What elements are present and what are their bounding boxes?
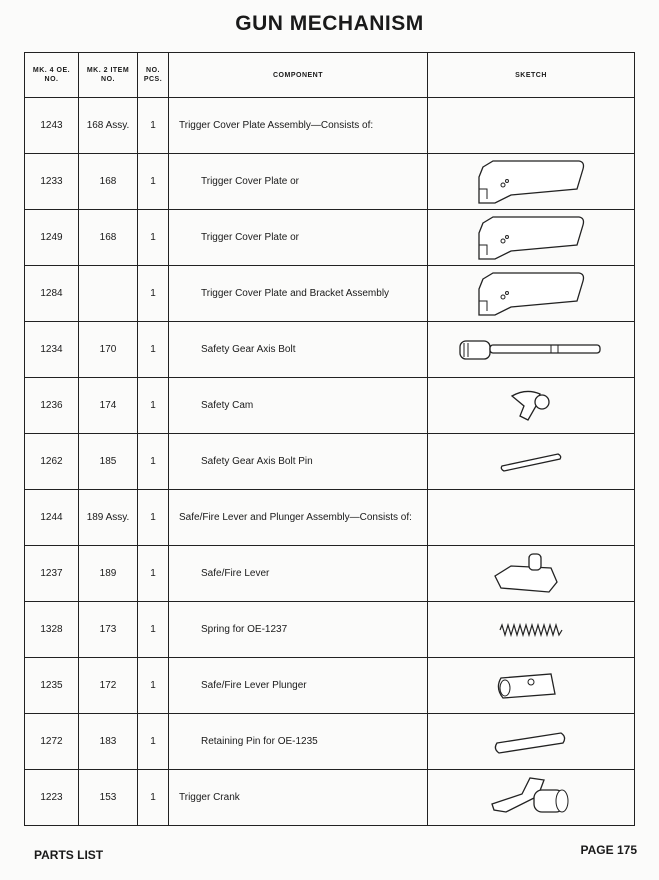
component-name: Spring for OE-1237: [169, 602, 428, 658]
table-row: [25, 154, 635, 210]
component-name: Retaining Pin for OE-1235: [169, 714, 428, 770]
table-row: [25, 434, 635, 490]
component-name: Safe/Fire Lever and Plunger Assembly—Consists of:: [169, 490, 428, 546]
item-number: 183: [79, 714, 138, 770]
sketch-none: [428, 490, 635, 546]
piece-count: 1: [138, 378, 169, 434]
item-number: 168: [79, 154, 138, 210]
item-number: 173: [79, 602, 138, 658]
item-number: 153: [79, 770, 138, 826]
page-title: GUN MECHANISM: [235, 12, 424, 35]
table-header: [25, 53, 635, 98]
oe-number: 1284: [25, 266, 79, 322]
table-row: [25, 658, 635, 714]
item-number: 189 Assy.: [79, 490, 138, 546]
table-row: [25, 98, 635, 154]
sketch-spring: [428, 602, 635, 658]
piece-count: 1: [138, 154, 169, 210]
oe-number: 1328: [25, 602, 79, 658]
header-oe-no: MK. 4 OE. NO.: [25, 53, 79, 98]
oe-number: 1234: [25, 322, 79, 378]
table-row: [25, 602, 635, 658]
sketch-crank: [428, 770, 635, 826]
component-name: Safety Gear Axis Bolt: [169, 322, 428, 378]
item-number: 185: [79, 434, 138, 490]
component-name: Safe/Fire Lever Plunger: [169, 658, 428, 714]
piece-count: 1: [138, 210, 169, 266]
piece-count: 1: [138, 714, 169, 770]
piece-count: 1: [138, 98, 169, 154]
oe-number: 1223: [25, 770, 79, 826]
table-row: [25, 770, 635, 826]
piece-count: 1: [138, 322, 169, 378]
component-name: Trigger Cover Plate or: [169, 154, 428, 210]
item-number: [79, 266, 138, 322]
oe-number: 1272: [25, 714, 79, 770]
sketch-plate: [428, 210, 635, 266]
item-number: 170: [79, 322, 138, 378]
sketch-cam: [428, 378, 635, 434]
oe-number: 1237: [25, 546, 79, 602]
header-component: COMPONENT: [169, 53, 428, 98]
piece-count: 1: [138, 434, 169, 490]
table-row: [25, 378, 635, 434]
footer-section: PARTS LIST: [34, 848, 104, 862]
piece-count: 1: [138, 490, 169, 546]
sketch-plunger: [428, 658, 635, 714]
component-name: Trigger Crank: [169, 770, 428, 826]
parts-table: [24, 52, 635, 826]
table-row: [25, 266, 635, 322]
piece-count: 1: [138, 546, 169, 602]
component-name: Safety Gear Axis Bolt Pin: [169, 434, 428, 490]
oe-number: 1236: [25, 378, 79, 434]
table-row: [25, 714, 635, 770]
item-number: 189: [79, 546, 138, 602]
item-number: 168: [79, 210, 138, 266]
header-pcs: NO. PCS.: [138, 53, 169, 98]
oe-number: 1249: [25, 210, 79, 266]
oe-number: 1262: [25, 434, 79, 490]
item-number: 174: [79, 378, 138, 434]
sketch-none: [428, 98, 635, 154]
component-name: Safe/Fire Lever: [169, 546, 428, 602]
component-name: Trigger Cover Plate or: [169, 210, 428, 266]
sketch-pin: [428, 434, 635, 490]
table-row: [25, 322, 635, 378]
table-row: [25, 490, 635, 546]
sketch-plate: [428, 266, 635, 322]
piece-count: 1: [138, 602, 169, 658]
piece-count: 1: [138, 770, 169, 826]
page-number: PAGE 175: [580, 843, 637, 857]
component-name: Safety Cam: [169, 378, 428, 434]
header-sketch: SKETCH: [428, 53, 635, 98]
sketch-lever: [428, 546, 635, 602]
oe-number: 1233: [25, 154, 79, 210]
sketch-plate: [428, 154, 635, 210]
table-row: [25, 210, 635, 266]
oe-number: 1244: [25, 490, 79, 546]
table-row: [25, 546, 635, 602]
component-name: Trigger Cover Plate and Bracket Assembly: [169, 266, 428, 322]
oe-number: 1243: [25, 98, 79, 154]
header-item-no: MK. 2 ITEM NO.: [79, 53, 138, 98]
oe-number: 1235: [25, 658, 79, 714]
piece-count: 1: [138, 658, 169, 714]
item-number: 172: [79, 658, 138, 714]
sketch-bolt: [428, 322, 635, 378]
piece-count: 1: [138, 266, 169, 322]
component-name: Trigger Cover Plate Assembly—Consists of:: [169, 98, 428, 154]
item-number: 168 Assy.: [79, 98, 138, 154]
sketch-rod: [428, 714, 635, 770]
